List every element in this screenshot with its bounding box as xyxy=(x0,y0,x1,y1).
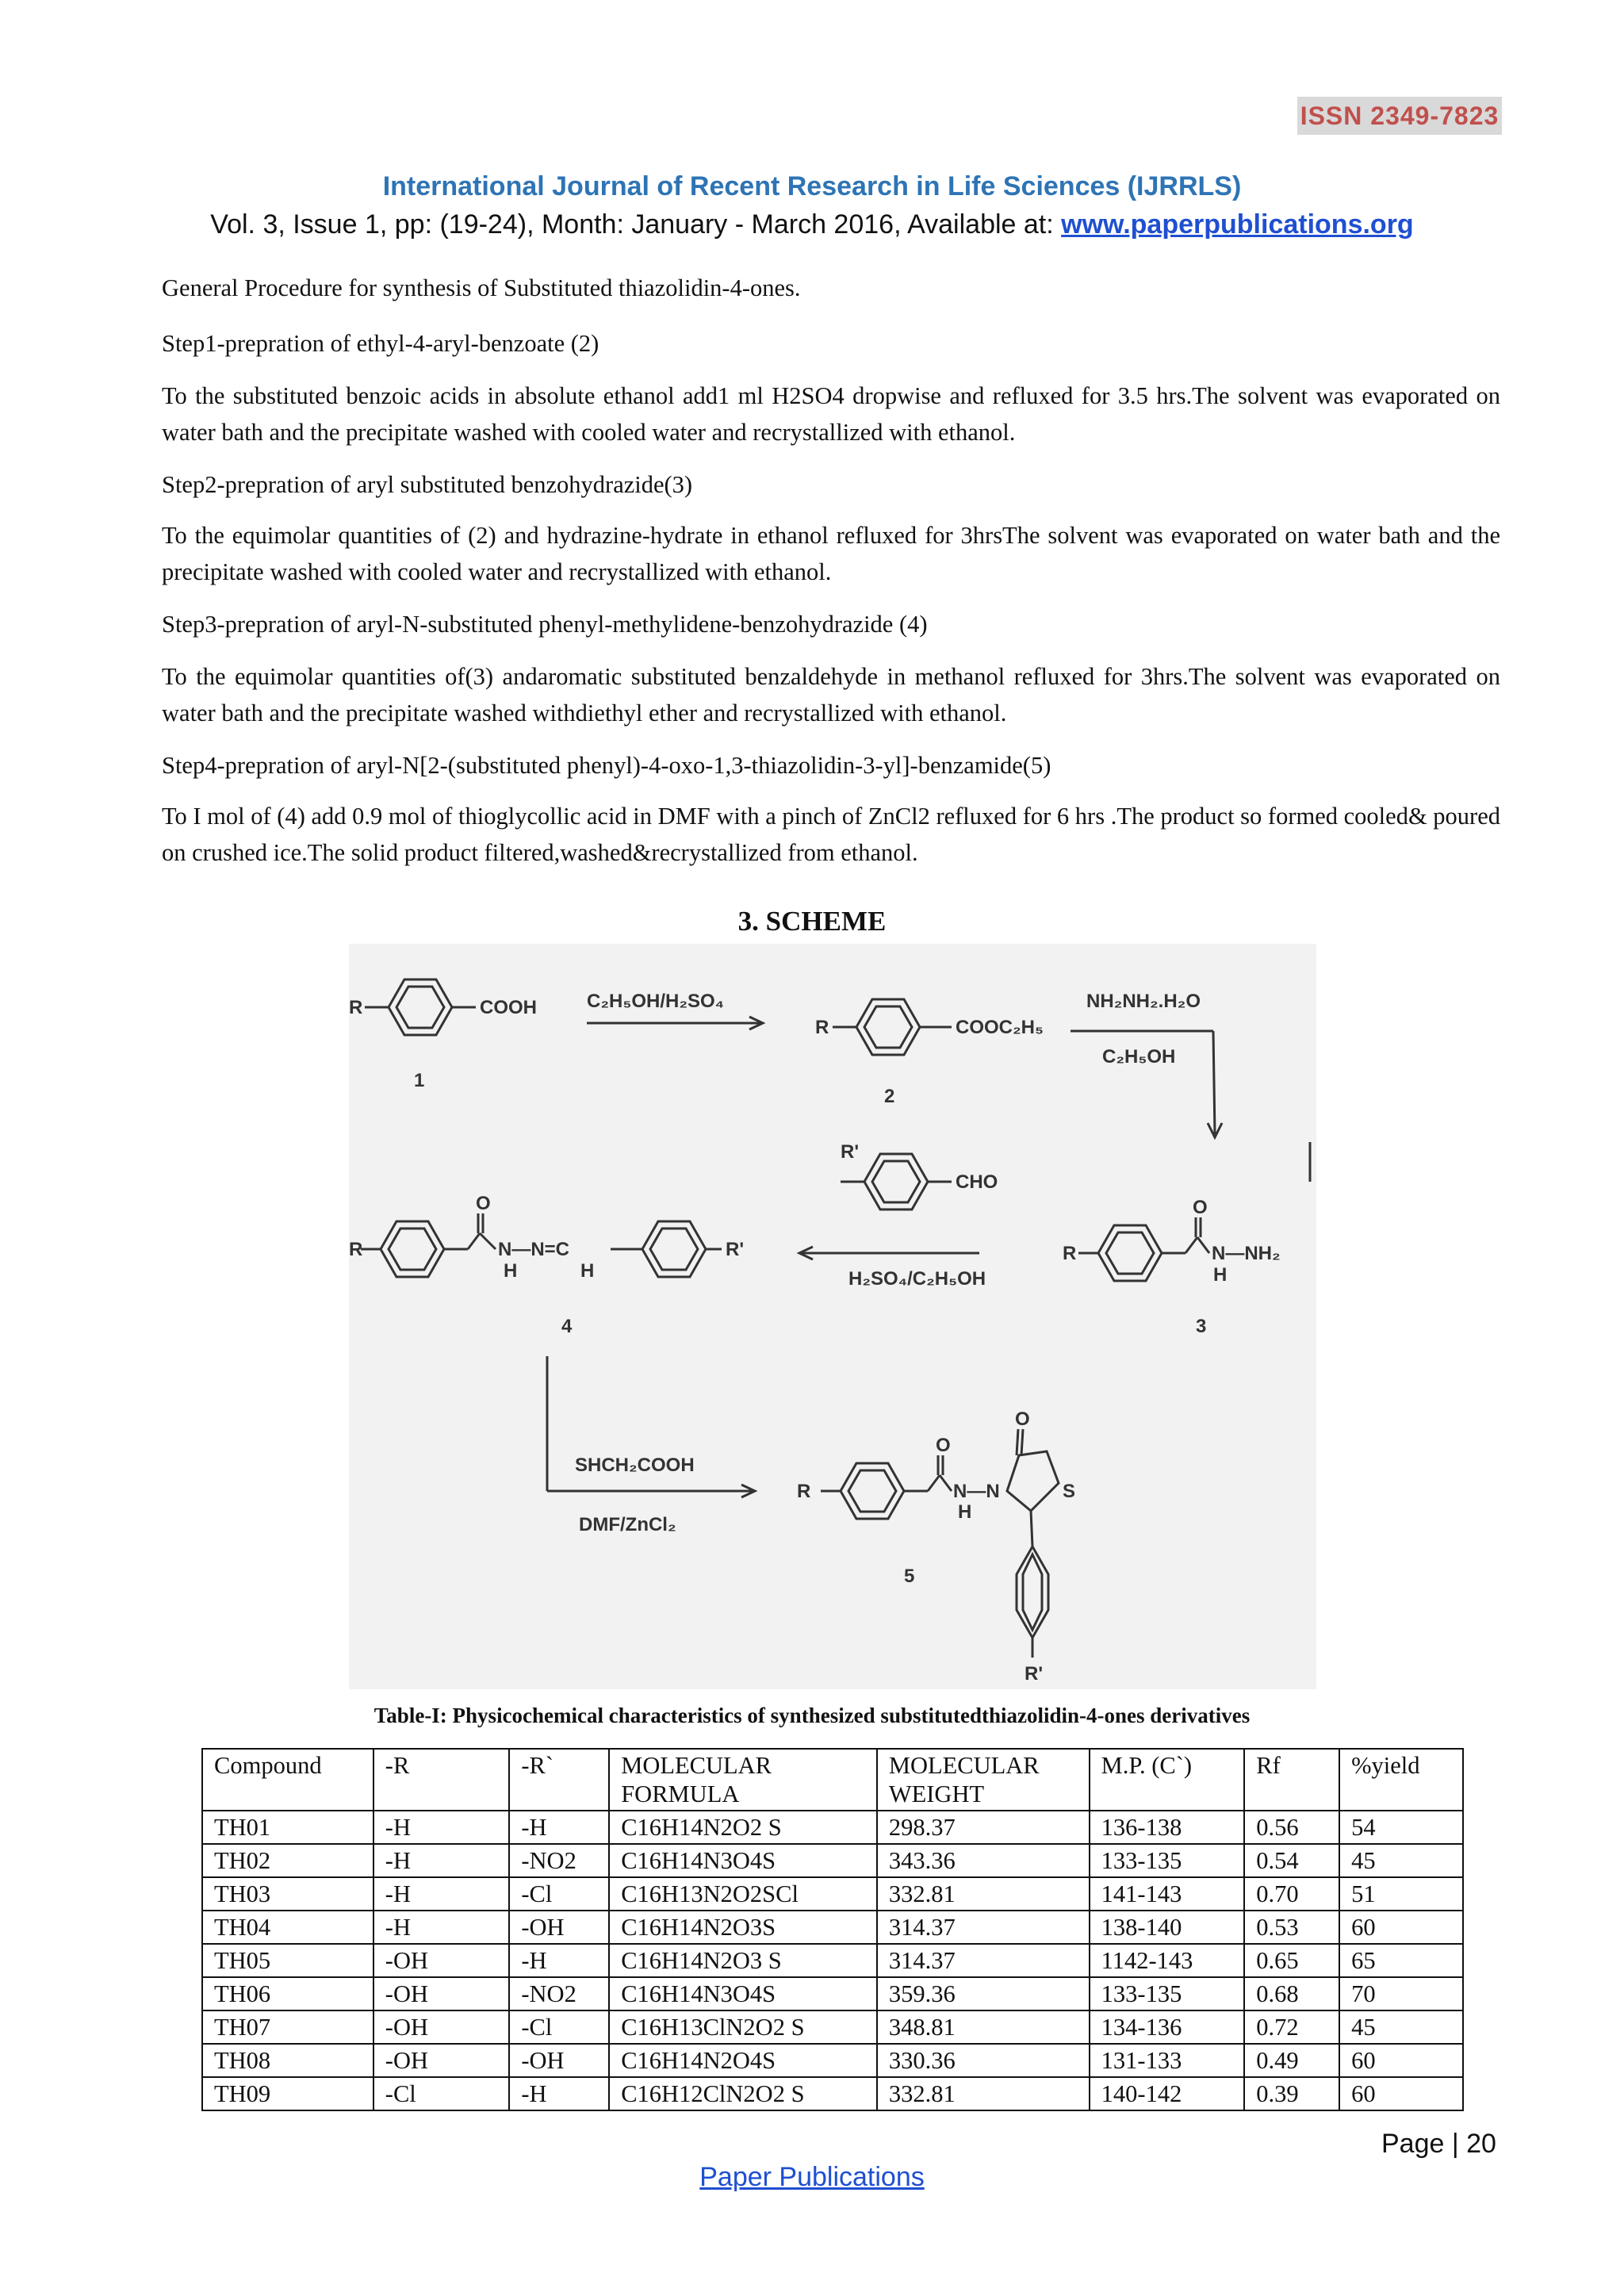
cpd5-oxygen1-label: O xyxy=(936,1435,951,1456)
table-cell: 140-142 xyxy=(1090,2077,1245,2110)
table-row xyxy=(202,1911,1463,1944)
table-cell: C16H14N2O3S xyxy=(609,1911,877,1944)
table-header-cell: MOLECULAR WEIGHT xyxy=(877,1749,1090,1811)
table-cell: C16H14N3O4S xyxy=(609,1977,877,2010)
step2-reagent-top: NH₂NH₂.H₂O xyxy=(1086,991,1201,1012)
journal-subtitle xyxy=(0,209,1624,240)
table-cell: -H xyxy=(373,1877,510,1911)
table-row xyxy=(202,2010,1463,2044)
step4-heading: Step4-prepration of aryl-N[2-(substituted phenyl)-4-oxo-1,3-thiazolidin-3-yl]-benzamide(5) xyxy=(162,752,1051,779)
table-cell: 141-143 xyxy=(1090,1877,1245,1911)
step4-reagent-top: SHCH₂COOH xyxy=(575,1455,695,1476)
table-cell: -Cl xyxy=(509,1877,609,1911)
cpd4-number: 4 xyxy=(561,1316,573,1337)
step2-paragraph: To the equimolar quantities of (2) and hydrazine-hydrate in ethanol refluxed for 3hrsThe solvent was evaporated on water bath and the precipitate washed with cooled water and recrystallized with ethanol. xyxy=(162,522,1500,585)
table-cell: C16H14N3O4S xyxy=(609,1844,877,1877)
journal-website-link[interactable]: www.paperpublications.org xyxy=(1061,209,1414,240)
table-row xyxy=(202,1811,1463,1844)
aldehyde-cho-label: CHO xyxy=(956,1171,998,1193)
table-cell: 0.54 xyxy=(1244,1844,1339,1877)
table-cell: 45 xyxy=(1339,1844,1463,1877)
table-header-row xyxy=(202,1749,1463,1811)
table-cell: -H xyxy=(509,1944,609,1977)
table-row xyxy=(202,2044,1463,2077)
table-cell: 65 xyxy=(1339,1944,1463,1977)
table-cell: 0.65 xyxy=(1244,1944,1339,1977)
table-cell: TH09 xyxy=(202,2077,373,2110)
aldehyde-r-label: R' xyxy=(841,1141,860,1163)
cpd2-ester-label: COOC₂H₅ xyxy=(956,1017,1044,1038)
table-cell: -H xyxy=(509,1811,609,1844)
cpd1-cooh-label: COOH xyxy=(480,997,537,1018)
table-cell: 133-135 xyxy=(1090,1844,1245,1877)
step4-reagent-bottom: DMF/ZnCl₂ xyxy=(579,1514,676,1535)
footer xyxy=(0,2162,1624,2193)
cpd4-r2-label: R' xyxy=(726,1239,745,1260)
step3-paragraph: To the equimolar quantities of(3) andaromatic substituted benzaldehyde in methanol refluxed for 3hrs.The solvent was evaporated on water bath and the precipitate washed withdiethyl ether and recrystallized with ethanol. xyxy=(162,663,1500,726)
table-cell: 54 xyxy=(1339,1811,1463,1844)
cpd4-r-label: R xyxy=(349,1239,363,1260)
table-cell: -H xyxy=(509,2077,609,2110)
table-cell: C16H14N2O2 S xyxy=(609,1811,877,1844)
table-cell: TH07 xyxy=(202,2010,373,2044)
table-cell: -OH xyxy=(373,1977,510,2010)
table-cell: TH03 xyxy=(202,1877,373,1911)
table-header-cell: -R` xyxy=(509,1749,609,1811)
step3-reagent: H₂SO₄/C₂H₅OH xyxy=(848,1268,986,1290)
table-cell: 0.53 xyxy=(1244,1911,1339,1944)
page-number: Page | 20 xyxy=(1381,2129,1496,2159)
table-cell: 60 xyxy=(1339,2077,1463,2110)
issn-label: ISSN 2349-7823 xyxy=(1297,97,1502,135)
table-header-cell: MOLECULAR FORMULA xyxy=(609,1749,877,1811)
table-cell: TH08 xyxy=(202,2044,373,2077)
cpd1-number: 1 xyxy=(414,1070,425,1091)
cpd2-r-label: R xyxy=(815,1017,829,1038)
cpd5-number: 5 xyxy=(904,1566,915,1587)
table-cell: 314.37 xyxy=(877,1944,1090,1977)
table-cell: -H xyxy=(373,1844,510,1877)
table-cell: -H xyxy=(373,1911,510,1944)
scheme-section-title: 3. SCHEME xyxy=(737,906,887,937)
table-cell: 0.70 xyxy=(1244,1877,1339,1911)
table-cell: 133-135 xyxy=(1090,1977,1245,2010)
reaction-scheme-figure xyxy=(349,944,1316,1689)
cpd1-r-label: R xyxy=(349,997,363,1018)
table-cell: C16H14N2O4S xyxy=(609,2044,877,2077)
table-cell: -NO2 xyxy=(509,1844,609,1877)
table-cell: 332.81 xyxy=(877,2077,1090,2110)
table-cell: 138-140 xyxy=(1090,1911,1245,1944)
table-header-cell: M.P. (C`) xyxy=(1090,1749,1245,1811)
step1-heading: Step1-prepration of ethyl-4-aryl-benzoate (2) xyxy=(162,330,599,357)
table-cell: 0.68 xyxy=(1244,1977,1339,2010)
table-cell: 348.81 xyxy=(877,2010,1090,2044)
table-cell: 359.36 xyxy=(877,1977,1090,2010)
table-cell: 0.72 xyxy=(1244,2010,1339,2044)
table-cell: -OH xyxy=(373,2010,510,2044)
table-cell: 0.49 xyxy=(1244,2044,1339,2077)
table-cell: -OH xyxy=(373,2044,510,2077)
cpd5-nn-label: N—N xyxy=(953,1481,1000,1502)
table-row xyxy=(202,1877,1463,1911)
cpd5-r-label: R xyxy=(797,1481,811,1502)
publisher-link[interactable]: Paper Publications xyxy=(699,2162,925,2192)
table-row xyxy=(202,1944,1463,1977)
table-cell: -NO2 xyxy=(509,1977,609,2010)
table-cell: TH05 xyxy=(202,1944,373,1977)
table-header-cell: %yield xyxy=(1339,1749,1463,1811)
table-cell: 298.37 xyxy=(877,1811,1090,1844)
cpd4-h1-label: H xyxy=(504,1260,518,1282)
table-cell: C16H14N2O3 S xyxy=(609,1944,877,1977)
table-cell: C16H13N2O2SCl xyxy=(609,1877,877,1911)
table-cell: 330.36 xyxy=(877,2044,1090,2077)
cpd3-h-label: H xyxy=(1213,1264,1228,1286)
table-row xyxy=(202,1844,1463,1877)
table-cell: -Cl xyxy=(509,2010,609,2044)
table-cell: -Cl xyxy=(373,2077,510,2110)
table-cell: 0.39 xyxy=(1244,2077,1339,2110)
table-caption: Table-I: Physicochemical characteristics of synthesized substitutedthiazolidin-4-ones derivatives xyxy=(373,1704,1251,1727)
cpd4-h2-label: H xyxy=(580,1260,595,1282)
table-cell: 131-133 xyxy=(1090,2044,1245,2077)
table-cell: 332.81 xyxy=(877,1877,1090,1911)
step1-reagent: C₂H₅OH/H₂SO₄ xyxy=(587,991,725,1012)
table-cell: TH04 xyxy=(202,1911,373,1944)
cpd5-oxygen2-label: O xyxy=(1015,1409,1030,1430)
cpd4-oxygen-label: O xyxy=(476,1193,491,1214)
table-cell: 136-138 xyxy=(1090,1811,1245,1844)
step3-heading: Step3-prepration of aryl-N-substituted phenyl-methylidene-benzohydrazide (4) xyxy=(162,611,928,638)
table-header-cell: Compound xyxy=(202,1749,373,1811)
cpd2-number: 2 xyxy=(884,1086,895,1107)
table-cell: -OH xyxy=(509,2044,609,2077)
table-cell: TH01 xyxy=(202,1811,373,1844)
table-cell: -H xyxy=(373,1811,510,1844)
procedure-heading: General Procedure for synthesis of Substituted thiazolidin-4-ones. xyxy=(162,274,801,301)
table-cell: 51 xyxy=(1339,1877,1463,1911)
table-header-cell: -R xyxy=(373,1749,510,1811)
table-cell: TH06 xyxy=(202,1977,373,2010)
table-cell: 60 xyxy=(1339,2044,1463,2077)
step1-paragraph: To the substituted benzoic acids in absolute ethanol add1 ml H2SO4 dropwise and refluxed for 3.5 hrs.The solvent was evaporated on water bath and the precipitate washed with cooled water and recrystallized with ethanol. xyxy=(162,382,1500,446)
cpd5-h-label: H xyxy=(958,1501,972,1523)
table-cell: 45 xyxy=(1339,2010,1463,2044)
table-row xyxy=(202,2077,1463,2110)
table-cell: 134-136 xyxy=(1090,2010,1245,2044)
table-cell: 314.37 xyxy=(877,1911,1090,1944)
physicochemical-table xyxy=(201,1748,1464,2111)
table-cell: 0.56 xyxy=(1244,1811,1339,1844)
table-cell: TH02 xyxy=(202,1844,373,1877)
table-cell: 343.36 xyxy=(877,1844,1090,1877)
table-cell: 1142-143 xyxy=(1090,1944,1245,1977)
cpd3-hydrazide-label: N—NH₂ xyxy=(1212,1243,1281,1264)
table-cell: C16H13ClN2O2 S xyxy=(609,2010,877,2044)
journal-volume-info: Vol. 3, Issue 1, pp: (19-24), Month: January - March 2016, Available at: xyxy=(210,209,1062,240)
cpd3-number: 3 xyxy=(1196,1316,1207,1337)
step4-paragraph: To I mol of (4) add 0.9 mol of thioglycollic acid in DMF with a pinch of ZnCl2 refluxed for 6 hrs .The product so formed cooled& poured on crushed ice.The solid product filtered,washed&recrystallized from ethanol. xyxy=(162,803,1500,866)
cpd5-sulfur-label: S xyxy=(1063,1481,1076,1502)
table-cell: -OH xyxy=(373,1944,510,1977)
table-cell: 70 xyxy=(1339,1977,1463,2010)
table-header-cell: Rf xyxy=(1244,1749,1339,1811)
cpd3-oxygen-label: O xyxy=(1193,1197,1208,1218)
table-cell: -OH xyxy=(509,1911,609,1944)
table-row xyxy=(202,1977,1463,2010)
step2-reagent-bottom: C₂H₅OH xyxy=(1102,1046,1176,1068)
step2-heading: Step2-prepration of aryl substituted benzohydrazide(3) xyxy=(162,471,693,498)
table-cell: C16H12ClN2O2 S xyxy=(609,2077,877,2110)
reaction-scheme-svg xyxy=(349,944,1316,1689)
journal-title: International Journal of Recent Research in Life Sciences (IJRRLS) xyxy=(382,171,1242,201)
cpd3-r-label: R xyxy=(1063,1243,1077,1264)
table-cell: 60 xyxy=(1339,1911,1463,1944)
cpd5-r2-label: R' xyxy=(1025,1663,1044,1685)
cpd4-linker-label: N—N=C xyxy=(498,1239,570,1260)
